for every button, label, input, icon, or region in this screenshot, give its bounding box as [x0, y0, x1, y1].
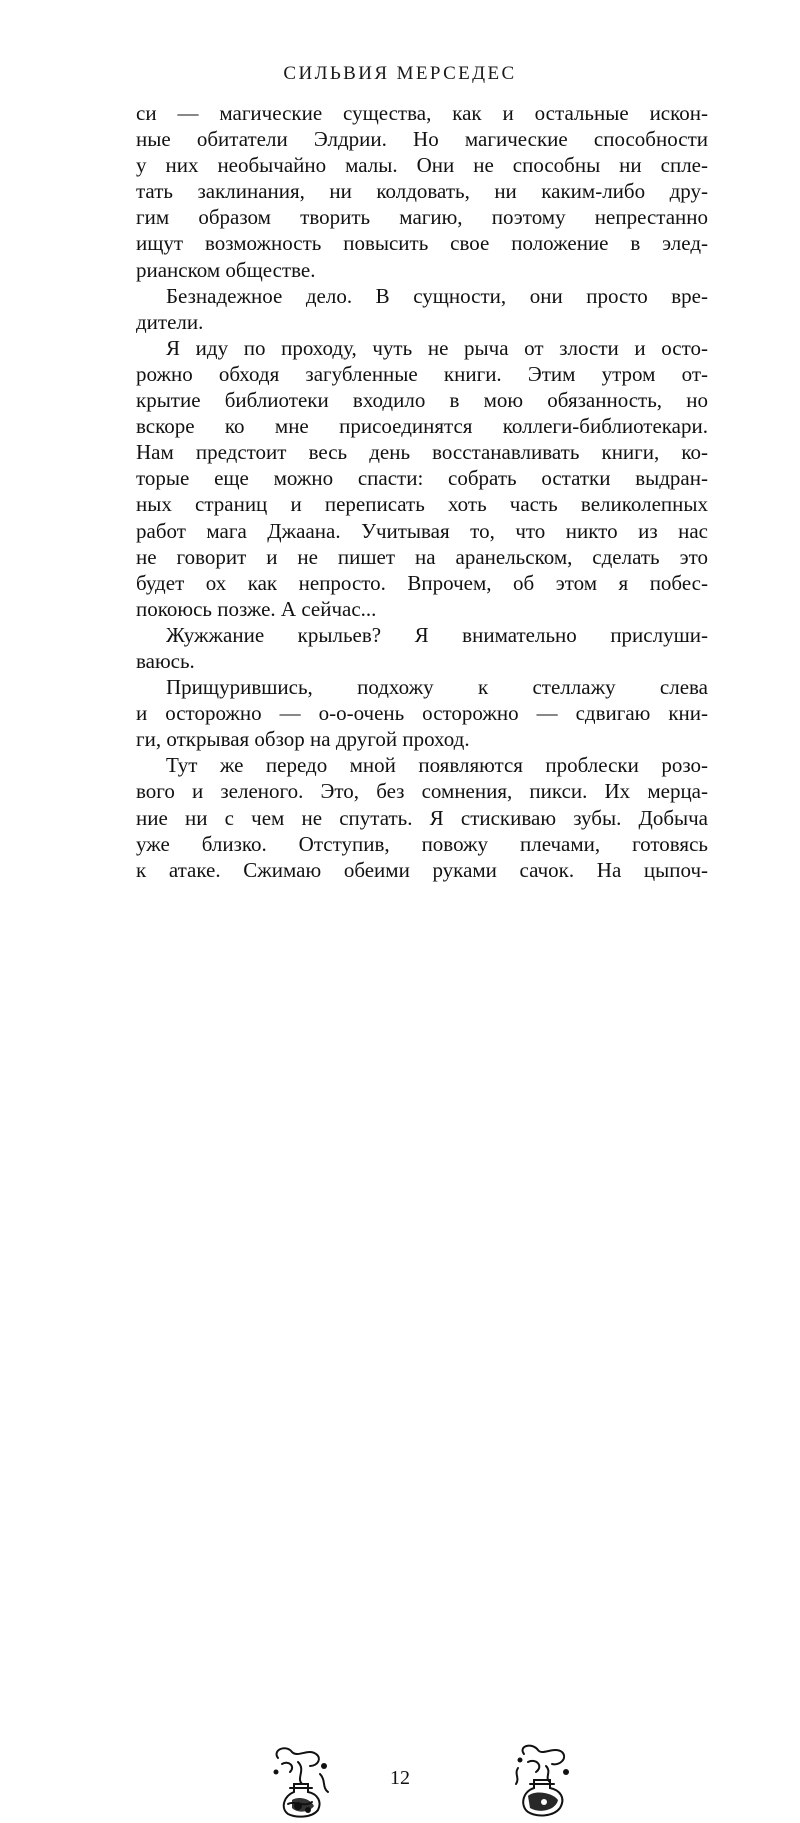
text-line: торые еще можно спасти: собрать остатки выдран-	[136, 466, 708, 491]
text-line: си — магические существа, как и остальные искон-	[136, 101, 708, 125]
text-line: и осторожно — о-о-очень осторожно — сдвигаю кни-	[136, 701, 708, 726]
text-line: гим образом творить магию, поэтому непрестанно	[136, 205, 708, 230]
text-line: Прищурившись, подхожу к стеллажу слева	[166, 675, 708, 700]
text-line: ные обитатели Элдрии. Но магические способности	[136, 127, 708, 152]
text-line: вскоре ко мне присоединятся коллеги-библиотекари.	[136, 414, 708, 439]
text-line: ние ни с чем не спутать. Я стискиваю зубы. Добыча	[136, 805, 708, 830]
text-line: ных страниц и переписать хоть часть великолепных	[136, 492, 708, 517]
text-line: Нам предстоит весь день восстанавливать книги, ко-	[136, 440, 708, 465]
text-line: рожно обходя загубленные книги. Этим утром от-	[136, 361, 708, 386]
text-line: вого и зеленого. Это, без сомнения, пикси. Их мерца-	[136, 779, 708, 804]
text-line: ваюсь.	[136, 648, 195, 673]
text-line: уже близко. Отступив, повожу плечами, готовясь	[136, 831, 708, 856]
text-line: Я иду по проходу, чуть не рыча от злости и осто-	[166, 335, 708, 360]
text-line: рианском обществе.	[136, 257, 316, 282]
text-line: ги, открывая обзор на другой проход.	[136, 727, 470, 752]
text-line: не говорит и не пишет на аранельском, сделать это	[136, 544, 708, 569]
body-text	[136, 100, 708, 883]
text-line: крытие библиотеки входило в мою обязанность, но	[136, 388, 708, 413]
text-line: Жужжание крыльев? Я внимательно прислуши-	[166, 622, 708, 647]
text-line: к атаке. Сжимаю обеими руками сачок. На цыпоч-	[136, 857, 708, 882]
text-line: работ мага Джаана. Учитывая то, что никто из нас	[136, 518, 708, 543]
text-line: дители.	[136, 309, 204, 334]
text-line: покоюсь позже. А сейчас...	[136, 596, 377, 621]
page-footer	[0, 872, 800, 1789]
text-line: Безнадежное дело. В сущности, они просто вре-	[166, 283, 708, 308]
potion-jar-icon	[510, 1744, 574, 1823]
text-line: у них необычайно малы. Они не способны ни спле-	[136, 153, 708, 178]
text-line: ищут возможность повысить свое положение в элед-	[136, 231, 708, 256]
text-line: тать заклинания, ни колдовать, ни каким-либо дру-	[136, 179, 708, 204]
text-line: будет ох как непросто. Впрочем, об этом я побес-	[136, 570, 708, 595]
text-line: Тут же передо мной появляются проблески розо-	[166, 753, 708, 778]
page-number: 12	[390, 1767, 410, 1789]
running-title: СИЛЬВИЯ МЕРСЕДЕС	[283, 63, 517, 84]
